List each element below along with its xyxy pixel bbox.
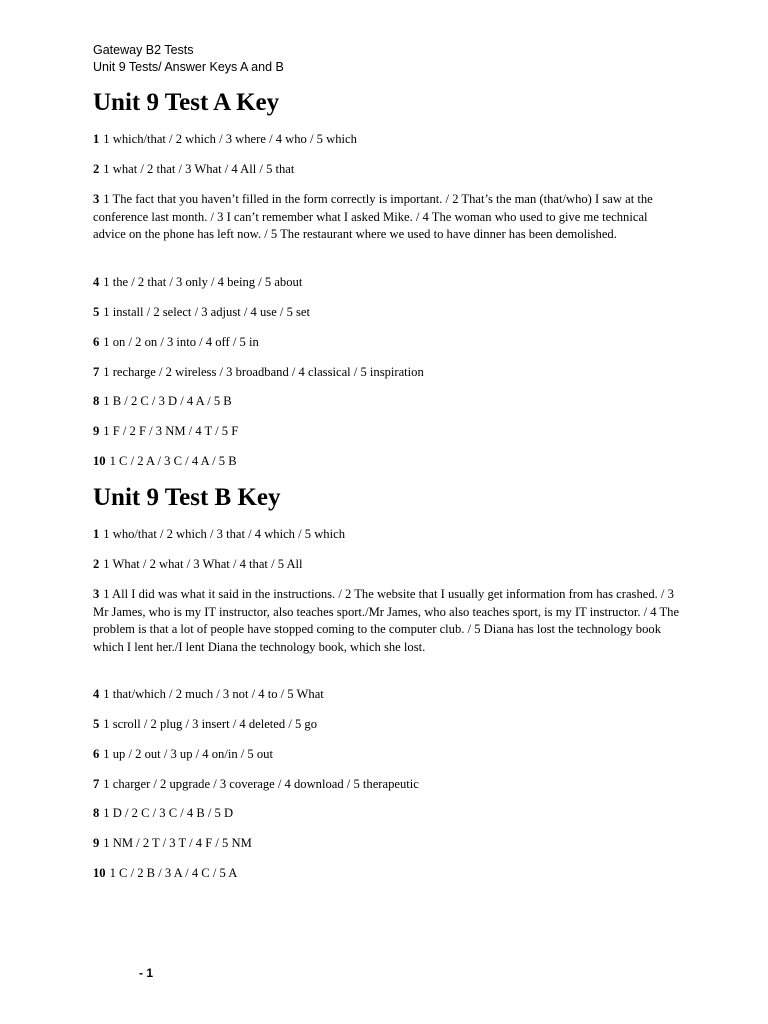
- answer-number: 8: [93, 394, 100, 408]
- test-a-answer-8: [93, 393, 683, 411]
- test-b-title: Unit 9 Test B Key: [93, 484, 281, 511]
- answer-text: 1 recharge / 2 wireless / 3 broadband / 4 classical / 5 inspiration: [103, 365, 424, 379]
- answer-number: 2: [93, 162, 100, 176]
- page-header: [93, 42, 284, 76]
- answer-text: 1 what / 2 that / 3 What / 4 All / 5 that: [103, 162, 295, 176]
- answer-number: 2: [93, 557, 100, 571]
- answer-number: 7: [93, 365, 100, 379]
- test-a-answer-7: [93, 364, 683, 382]
- header-subtitle: Unit 9 Tests/ Answer Keys A and B: [93, 60, 284, 74]
- answer-number: 9: [93, 424, 100, 438]
- answer-number: 1: [93, 132, 100, 146]
- test-b-answer-1: [93, 526, 683, 544]
- header-book-title: Gateway B2 Tests: [93, 43, 194, 57]
- test-a-answer-9: [93, 423, 683, 441]
- answer-number: 5: [93, 305, 100, 319]
- test-a-title: Unit 9 Test A Key: [93, 89, 280, 116]
- answer-text: 1 the / 2 that / 3 only / 4 being / 5 about: [103, 275, 303, 289]
- answer-text: 1 NM / 2 T / 3 T / 4 F / 5 NM: [103, 836, 252, 850]
- answer-text: 1 All I did was what it said in the instructions. / 2 The website that I usually get information from has crashed. / 3 Mr James, who is my IT instructor, also teaches sport./Mr James, who also teaches sport, is my IT instructor. / 4 The problem is that a lot of people have stopped coming to the computer club. / 5 Diana has lost the technology book which I lent her./I lent Diana the technology book, which she lost.: [93, 587, 680, 654]
- page-number: - 1: [139, 966, 154, 980]
- answer-text: 1 up / 2 out / 3 up / 4 on/in / 5 out: [103, 747, 273, 761]
- answer-text: 1 install / 2 select / 3 adjust / 4 use / 5 set: [103, 305, 311, 319]
- test-a-answer-4: [93, 274, 683, 292]
- test-a-answer-6: [93, 334, 683, 352]
- test-a-answer-3: [93, 191, 683, 244]
- test-b-answer-9: [93, 835, 683, 853]
- answer-text: 1 C / 2 A / 3 C / 4 A / 5 B: [109, 454, 237, 468]
- answer-text: 1 charger / 2 upgrade / 3 coverage / 4 download / 5 therapeutic: [103, 777, 419, 791]
- answer-text: 1 who/that / 2 which / 3 that / 4 which / 5 which: [103, 527, 345, 541]
- test-a-answer-2: [93, 161, 683, 179]
- test-b-answer-3: [93, 586, 683, 656]
- answer-text: 1 B / 2 C / 3 D / 4 A / 5 B: [103, 394, 232, 408]
- answer-number: 10: [93, 454, 106, 468]
- answer-number: 1: [93, 527, 100, 541]
- test-b-answer-6: [93, 746, 683, 764]
- answer-number: 6: [93, 335, 100, 349]
- answer-text: 1 scroll / 2 plug / 3 insert / 4 deleted / 5 go: [103, 717, 318, 731]
- test-a-answer-5: [93, 304, 683, 322]
- answer-text: 1 What / 2 what / 3 What / 4 that / 5 All: [103, 557, 303, 571]
- test-b-answer-5: [93, 716, 683, 734]
- test-a-answer-1: [93, 131, 683, 149]
- answer-text: 1 that/which / 2 much / 3 not / 4 to / 5 What: [103, 687, 324, 701]
- test-b-answer-8: [93, 805, 683, 823]
- answer-number: 10: [93, 866, 106, 880]
- test-b-answer-10: [93, 865, 683, 883]
- answer-number: 7: [93, 777, 100, 791]
- answer-text: 1 D / 2 C / 3 C / 4 B / 5 D: [103, 806, 234, 820]
- answer-text: 1 The fact that you haven’t filled in the form correctly is important. / 2 That’s the man (that/who) I saw at the conference last month. / 3 I can’t remember what I asked Mike. / 4 The woman who used to give me technical advice on the phone has left now. / 5 The restaurant where we used to have dinner has been demolished.: [93, 192, 653, 242]
- answer-text: 1 C / 2 B / 3 A / 4 C / 5 A: [109, 866, 238, 880]
- answer-number: 8: [93, 806, 100, 820]
- answer-text: 1 on / 2 on / 3 into / 4 off / 5 in: [103, 335, 259, 349]
- answer-number: 9: [93, 836, 100, 850]
- answer-number: 3: [93, 587, 100, 601]
- answer-number: 4: [93, 687, 100, 701]
- answer-number: 5: [93, 717, 100, 731]
- answer-number: 3: [93, 192, 100, 206]
- answer-text: 1 F / 2 F / 3 NM / 4 T / 5 F: [103, 424, 239, 438]
- answer-number: 4: [93, 275, 100, 289]
- test-b-answer-7: [93, 776, 683, 794]
- answer-text: 1 which/that / 2 which / 3 where / 4 who / 5 which: [103, 132, 357, 146]
- test-a-answer-10: [93, 453, 683, 471]
- answer-number: 6: [93, 747, 100, 761]
- test-b-answer-2: [93, 556, 683, 574]
- test-b-answer-4: [93, 686, 683, 704]
